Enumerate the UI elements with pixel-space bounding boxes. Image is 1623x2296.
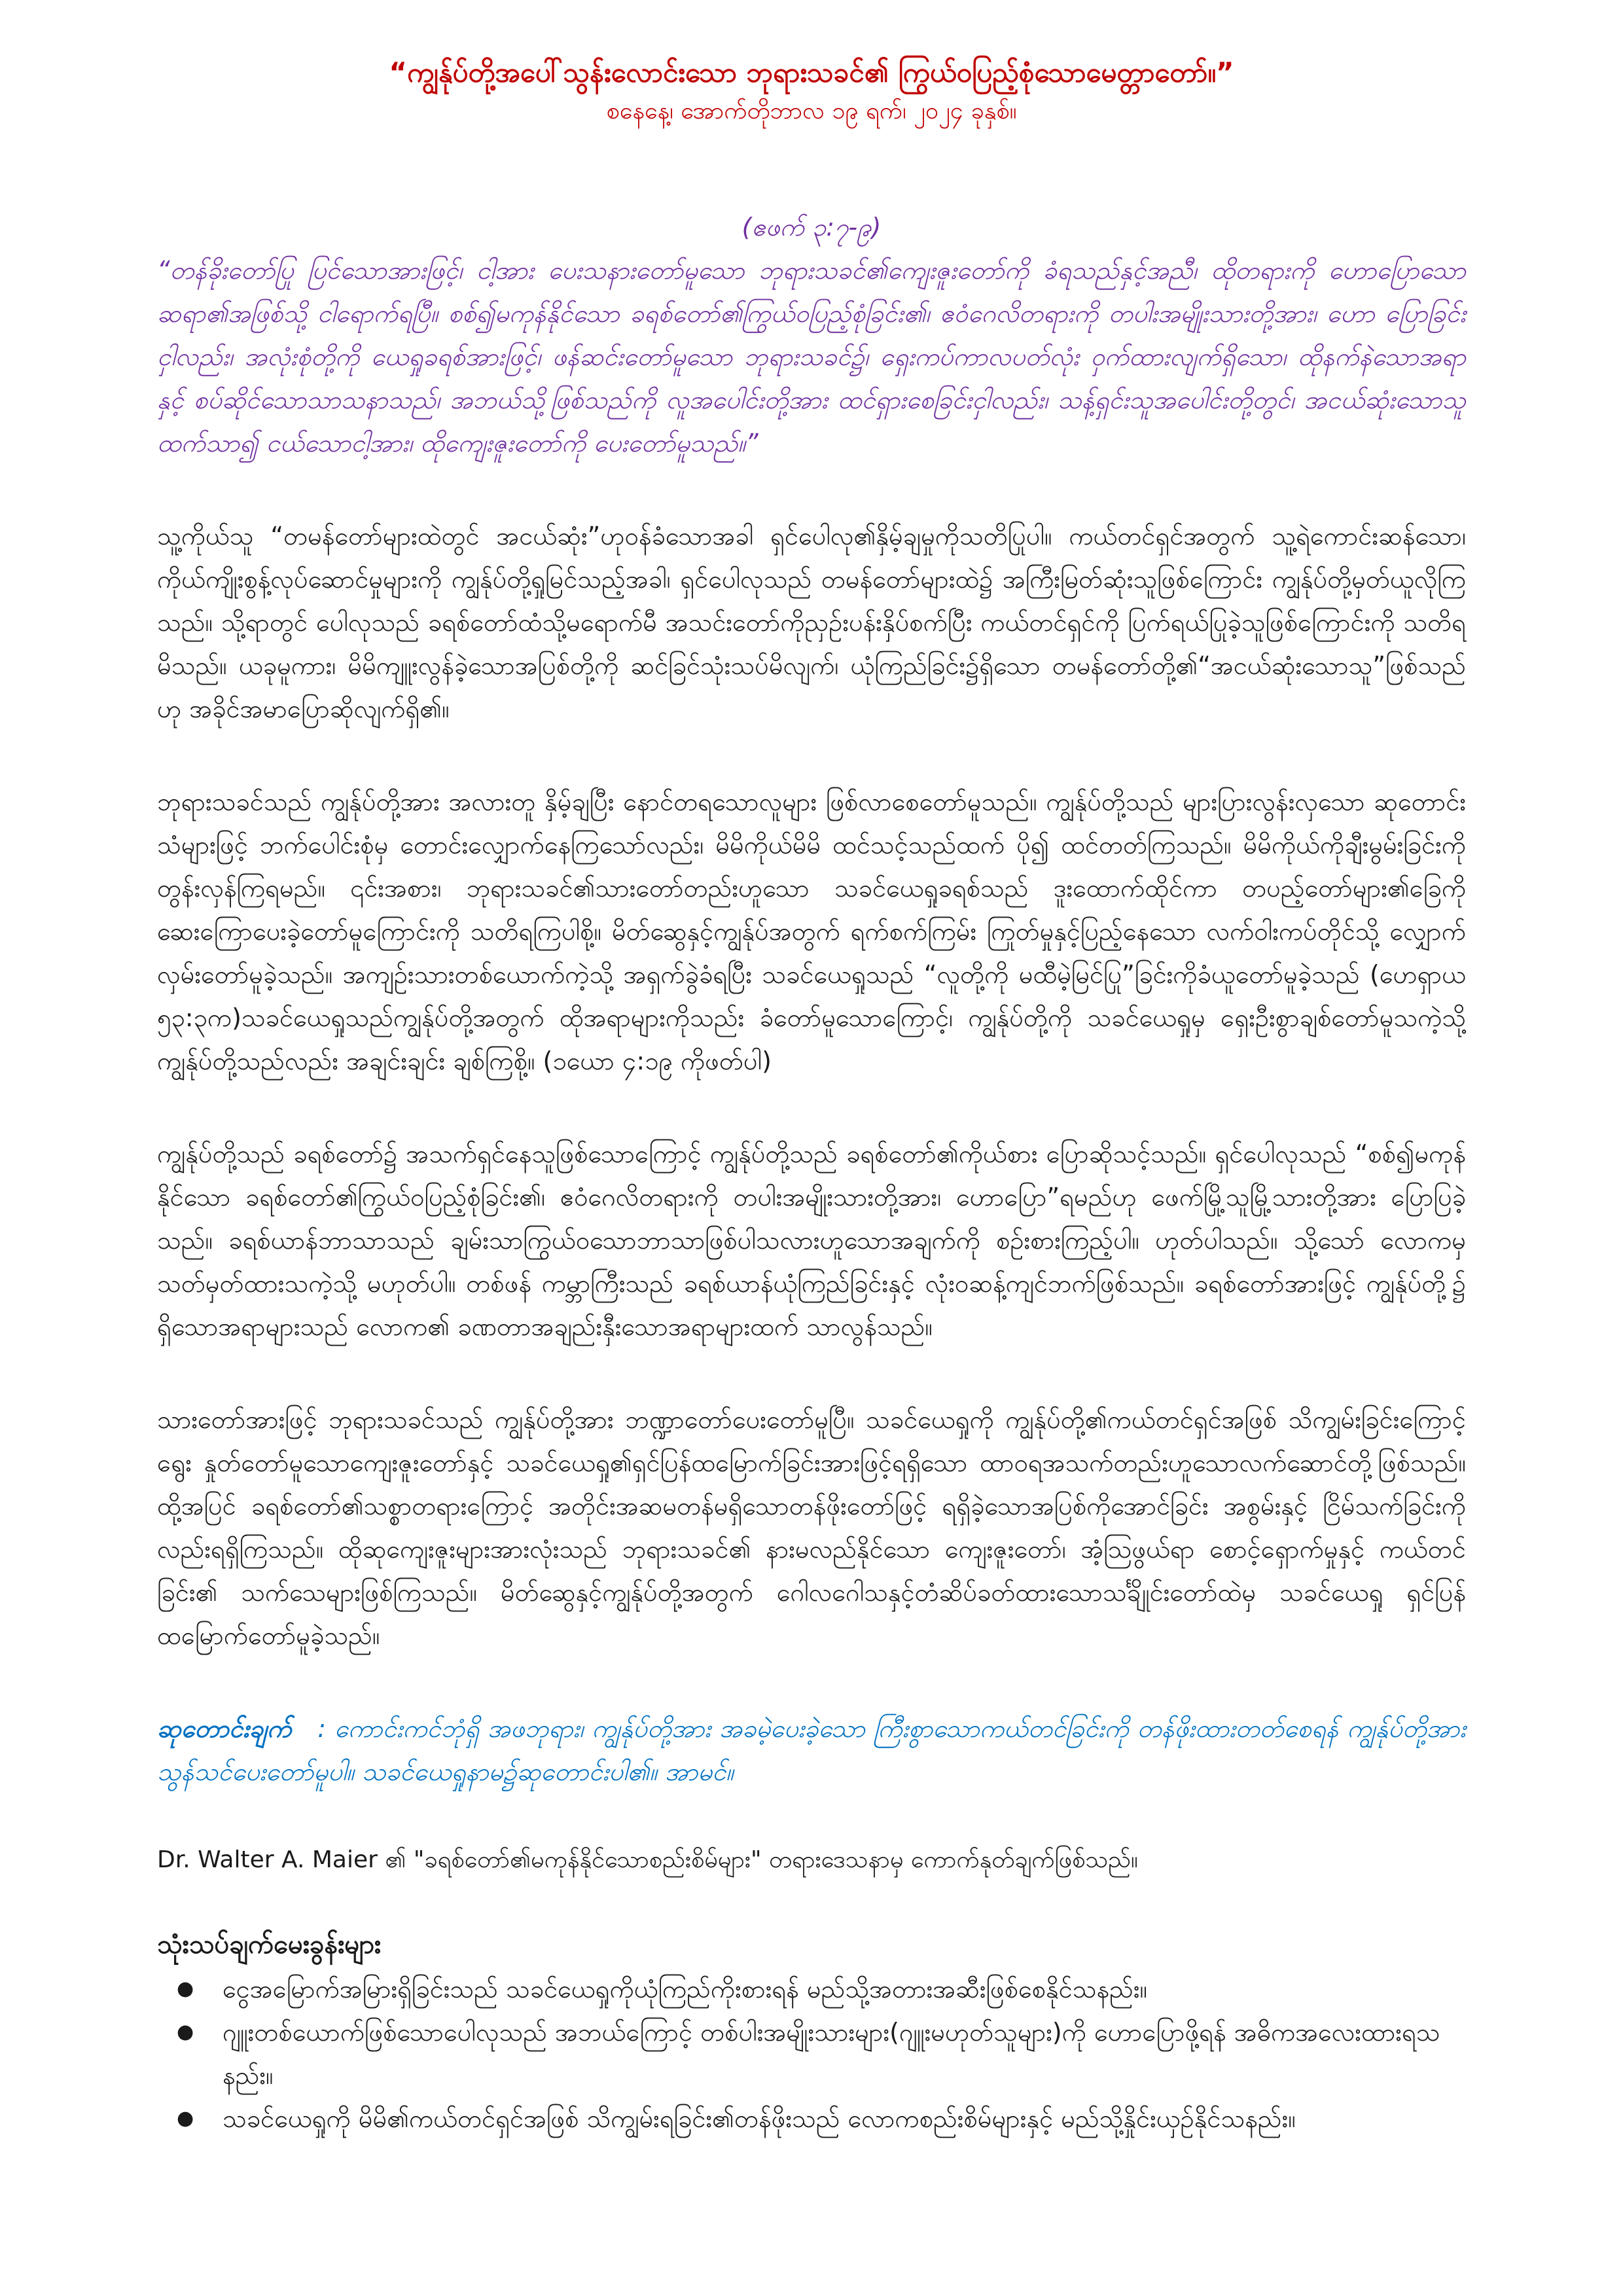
question-text: သခင်ယေရှုကို မိမိ၏ကယ်တင်ရှင်အဖြစ် သိကျွမ်းရခြင်း၏တန်ဖိုးသည် လောကစည်းစိမ်များနှင့် မည်သို့နှိုင်းယှဉ်နိုင်သနည်း။ [223, 2104, 1296, 2133]
prayer-text: : ကောင်းကင်ဘုံရှိ အဖဘုရား၊ ကျွန်ုပ်တို့အား အခမဲ့ပေးခဲ့သော ကြီးစွာသောကယ်တင်ခြင်းကို တန်ဖိုးထားတတ်စေရန် ကျွန်ုပ်တို့အား သွန်သင်ပေးတော်မူပါ။ သခင်ယေရှုနာမ၌ဆုတောင်းပါ၏။ အာမင်။ [157, 1714, 1466, 1786]
prayer-block [157, 1707, 1466, 1793]
bullet-icon: ● [177, 2107, 194, 2130]
question-item [157, 2011, 1466, 2097]
verse-text: “တန်ခိုးတော်ပြု ပြင်သောအားဖြင့်၊ ငါ့အား ပေးသနားတော်မူသော ဘုရားသခင်၏ကျေးဇူးတော်ကို ခံရသည်နှင့်အညီ၊ ထိုတရားကို ဟောပြောသောဆရာ၏အဖြစ်သို့ ငါရောက်ရပြီ။ စစ်၍မကုန်နိုင်သော ခရစ်တော်၏ကြွယ်ဝပြည့်စုံခြင်း၏၊ ဧဝံဂေလိတရားကို တပါးအမျိုးသားတို့အား၊ ဟော ပြောခြင်းငှါလည်း၊ အလုံးစုံတို့ကို ယေရှုခရစ်အားဖြင့်၊ ဖန်ဆင်းတော်မူသော ဘုရားသခင်၌၊ ရှေးကပ်ကာလပတ်လုံး ဝှက်ထားလျက်ရှိသော၊ ထိုနက်နဲသောအရာနှင့် စပ်ဆိုင်သောသာသနာသည်၊ အဘယ်သို့ဖြစ်သည်ကို လူအပေါင်းတို့အား ထင်ရှားစေခြင်းငှါလည်း၊ သန့်ရှင်းသူအပေါင်းတို့တွင်၊ အငယ်ဆုံးသောသူ ထက်သာ၍ ငယ်သောငါ့အား၊ ထိုကျေးဇူးတော်ကို ပေးတော်မူသည်။” [157, 256, 1466, 457]
question-item [157, 2097, 1466, 2140]
verse-reference: (ဧဖက် ၃:၇-၉) [741, 213, 882, 242]
body-paragraph-3: ကျွန်ုပ်တို့သည် ခရစ်တော်၌ အသက်ရှင်နေသူဖြစ်သောကြောင့် ကျွန်ုပ်တို့သည် ခရစ်တော်၏ကိုယ်စား ပြောဆိုသင့်သည်။ ရှင်ပေါလုသည် “စစ်၍မကုန်နိုင်သော ခရစ်တော်၏ကြွယ်ဝပြည့်စုံခြင်း၏၊ ဧဝံဂေလိတရားကို တပါးအမျိုးသားတို့အား၊ ဟောပြော”ရမည်ဟု ဖေက်မြို့သူမြို့သားတို့အား ပြောပြခဲ့သည်။ ခရစ်ယာန်ဘာသာသည် ချမ်းသာကြွယ်ဝသောဘာသာဖြစ်ပါသလားဟူသောအချက်ကို စဉ်းစားကြည့်ပါ။ ဟုတ်ပါသည်။ သို့သော် လောကမှ သတ်မှတ်ထားသကဲ့သို့ မဟုတ်ပါ။ တစ်ဖန် ကမ္ဘာကြီးသည် ခရစ်ယာန်ယုံကြည်ခြင်းနှင့် လုံးဝဆန့်ကျင်ဘက်ဖြစ်သည်။ ခရစ်တော်အားဖြင့် ကျွန်ုပ်တို့၌ ရှိသောအရာများသည် လောက၏ ခဏတာအချည်းနှီးသောအရာများထက် သာလွန်သည်။ [157, 1139, 1466, 1341]
questions-list [157, 1967, 1466, 2140]
devotional-date: စနေနေ့၊ အောက်တိုဘာလ ၁၉ ရက်၊ ၂၀၂၄ ခုနှစ်။ [606, 98, 1017, 124]
source-attribution: Dr. Walter A. Maier ၏ "ခရစ်တော်၏မကုန်နိုင်သောစည်းစိမ်များ" တရားဒေသနာမှ ကောက်နုတ်ချက်ဖြစ်သည်။ [157, 1846, 1138, 1873]
prayer-label: ဆုတောင်းချက် [157, 1714, 292, 1743]
bullet-icon: ● [177, 2020, 194, 2043]
devotional-title: “ကျွန်ုပ်တို့အပေါ်သွန်းလောင်းသော ဘုရားသခင်၏ ကြွယ်ဝပြည့်စုံသောမေတ္တာတော်။” [389, 56, 1234, 88]
question-item [157, 1967, 1466, 2011]
question-text: ငွေအမြောက်အမြားရှိခြင်းသည် သခင်ယေရှုကိုယုံကြည်ကိုးစားရန် မည်သို့အတားအဆီးဖြစ်စေနိုင်သနည်း။ [223, 1975, 1148, 2003]
body-paragraph-4: သားတော်အားဖြင့် ဘုရားသခင်သည် ကျွန်ုပ်တို့အား ဘဏ္ဍာတော်ပေးတော်မူပြီ။ သခင်ယေရှုကို ကျွန်ုပ်တို့၏ကယ်တင်ရှင်အဖြစ် သိကျွမ်းခြင်းကြောင့် ရွေး နှုတ်တော်မူသောကျေးဇူးတော်နှင့် သခင်ယေရှု၏ရှင်ပြန်ထမြောက်ခြင်းအားဖြင့်ရရှိသော ထာဝရအသက်တည်းဟူသောလက်ဆောင်တို့ဖြစ်သည်။ ထို့အပြင် ခရစ်တော်၏သစ္စာတရားကြောင့် အတိုင်းအဆမတန်မရှိသောတန်ဖိုးတော်ဖြင့် ရရှိခဲ့သောအပြစ်ကိုအောင်ခြင်း အစွမ်းနှင့် ငြိမ်သက်ခြင်းကိုလည်းရရှိကြသည်။ ထိုဆုကျေးဇူးများအားလုံးသည် ဘုရားသခင်၏ နားမလည်နိုင်သော ကျေးဇူးတော်၊ အံ့ဩဖွယ်ရာ စောင့်ရှောက်မှုနှင့် ကယ်တင်ခြင်း၏ သက်သေများဖြစ်ကြသည်။ မိတ်ဆွေနှင့်ကျွန်ုပ်တို့အတွက် ဂေါလဂေါသနှင့်တံဆိပ်ခတ်ထားသောသင်္ချိုင်းတော်ထဲမှ သခင်ယေရှု ရှင်ပြန် ထမြောက်တော်မူခဲ့သည်။ [157, 1405, 1466, 1650]
body-paragraph-1: သူ့ကိုယ်သူ “တမန်တော်များထဲတွင် အငယ်ဆုံး”ဟုဝန်ခံသောအခါ ရှင်ပေါလု၏နှိမ့်ချမှုကိုသတိပြုပါ။ ကယ်တင်ရှင်အတွက် သူ့ရဲကောင်းဆန်သော၊ ကိုယ်ကျိုးစွန့်လုပ်ဆောင်မှုများကို ကျွန်ုပ်တို့ရှုမြင်သည့်အခါ၊ ရှင်ပေါလုသည် တမန်တော်များထဲ၌ အကြီးမြတ်ဆုံးသူဖြစ်ကြောင်း ကျွန်ုပ်တို့မှတ်ယူလိုကြသည်။ သို့ရာတွင် ပေါလုသည် ခရစ်တော်ထံသို့မရောက်မီ အသင်းတော်ကိုညှဉ်းပန်းနှိပ်စက်ပြီး ကယ်တင်ရှင်ကို ပြက်ရယ်ပြုခဲ့သူဖြစ်ကြောင်းကို သတိရမိသည်။ ယခုမူကား၊ မိမိကျူးလွန်ခဲ့သောအပြစ်တို့ကို ဆင်ခြင်သုံးသပ်မိလျက်၊ ယုံကြည်ခြင်း၌ရှိသော တမန်တော်တို့၏“အငယ်ဆုံးသောသူ”ဖြစ်သည်ဟု အခိုင်အမာပြောဆိုလျက်ရှိ၏။ [157, 522, 1466, 723]
question-text: ဂျူးတစ်ယောက်ဖြစ်သောပေါလုသည် အဘယ်ကြောင့် တစ်ပါးအမျိုးသားများ(ဂျူးမဟုတ်သူများ)ကို ဟောပြောဖို့ရန် အဓိကအလေးထားရသနည်း။ [223, 2018, 1440, 2090]
body-paragraph-2: ဘုရားသခင်သည် ကျွန်ုပ်တို့အား အလားတူ နှိမ့်ချပြီး နောင်တရသောလူများ ဖြစ်လာစေတော်မူသည်။ ကျွန်ုပ်တို့သည် များပြားလွန်းလှသော ဆုတောင်းသံများဖြင့် ဘက်ပေါင်းစုံမှ တောင်းလျှောက်နေကြသော်လည်း၊ မိမိကိုယ်မိမိ ထင်သင့်သည်ထက် ပို၍ ထင်တတ်ကြသည်။ မိမိကိုယ်ကိုချီးမွမ်းခြင်းကို တွန်းလှန်ကြရမည်။ ၎င်းအစား၊ ဘုရားသခင်၏သားတော်တည်းဟူသော သခင်ယေရှုခရစ်သည် ဒူးထောက်ထိုင်ကာ တပည့်တော်များ၏ခြေကို ဆေးကြောပေးခဲ့တော်မူကြောင်းကို သတိရကြပါစို့။ မိတ်ဆွေနှင့်ကျွန်ုပ်အတွက် ရက်စက်ကြမ်း ကြုတ်မှုနှင့်ပြည့်နေသော လက်ဝါးကပ်တိုင်သို့ လျှောက်လှမ်းတော်မူခဲ့သည်။ အကျဉ်းသားတစ်ယောက်ကဲ့သို့ အရှက်ခွဲခံရပြီး သခင်ယေရှုသည် “လူတို့ကို မထီမဲ့မြင်ပြု”ခြင်းကိုခံယူတော်မူခဲ့သည် (ဟေရှာယ ၅၃:၃က)သခင်ယေရှုသည်ကျွန်ုပ်တို့အတွက် ထိုအရာများကိုသည်း ခံတော်မူသောကြောင့်၊ ကျွန်ုပ်တို့ကို သခင်ယေရှုမှ ရှေးဦးစွာချစ်တော်မူသကဲ့သို့ ကျွန်ုပ်တို့သည်လည်း အချင်းချင်း ချစ်ကြစို့။ (၁ယော ၄:၁၉ ကိုဖတ်ပါ) [157, 787, 1466, 1075]
questions-heading: သုံးသပ်ချက်မေးခွန်းများ [157, 1929, 382, 1960]
bullet-icon: ● [177, 1977, 194, 2000]
